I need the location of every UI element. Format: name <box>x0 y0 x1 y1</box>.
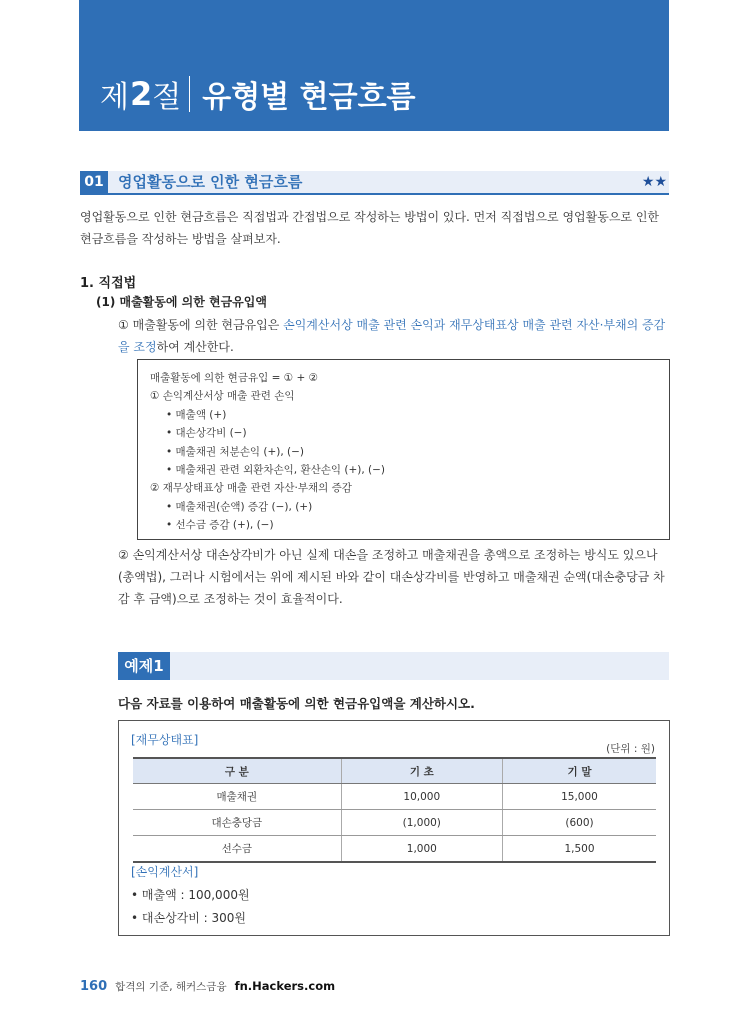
title-divider <box>189 76 190 112</box>
table-header-row <box>133 758 656 784</box>
table-cell: 매출채권 <box>133 784 341 810</box>
formula-line: • 매출액 (+) <box>166 409 227 421</box>
footer-slogan: 합격의 기준, 해커스금융 <box>115 981 227 993</box>
formula-line: 매출활동에 의한 현금유입 = ① + ② <box>150 372 319 384</box>
item-1-pre: ① 매출활동에 의한 현금유입은 <box>118 318 284 332</box>
table-row <box>133 836 656 863</box>
chapter-name: 유형별 현금흐름 <box>202 80 416 115</box>
table-cell: 1,000 <box>341 836 502 863</box>
table-cell: (1,000) <box>341 810 502 836</box>
income-statement-label: [손익계산서] <box>131 865 199 879</box>
page-footer <box>80 979 335 994</box>
income-item: • 매출액 : 100,000원 <box>131 888 250 902</box>
intro-paragraph: 영업활동으로 인한 현금흐름은 직접법과 간접법으로 작성하는 방법이 있다. 먼저 직접법으로 영업활동으로 인한 현금흐름을 작성하는 방법을 살펴보자. <box>80 210 660 246</box>
formula-line: • 매출채권(순액) 증감 (−), (+) <box>166 501 313 513</box>
formula-line: ① 손익계산서상 매출 관련 손익 <box>150 390 295 402</box>
formula-line: • 대손상각비 (−) <box>166 427 247 439</box>
section-number: 01 <box>80 171 108 193</box>
formula-line: • 선수금 증감 (+), (−) <box>166 519 274 531</box>
table-cell: 선수금 <box>133 836 341 863</box>
chapter-prefix: 제 <box>100 80 130 115</box>
table-row <box>133 784 656 810</box>
example-box <box>118 720 670 936</box>
chapter-title <box>100 72 416 116</box>
balance-sheet-table <box>133 757 656 863</box>
table-cell: 15,000 <box>502 784 656 810</box>
formula-line: ② 재무상태표상 매출 관련 자산·부채의 증감 <box>150 482 352 494</box>
formula-box <box>137 359 670 540</box>
example-bar <box>118 652 669 680</box>
table-header: 기 말 <box>502 758 656 784</box>
table-header: 기 초 <box>341 758 502 784</box>
heading-sales-inflow: (1) 매출활동에 의한 현금유입액 <box>96 295 267 309</box>
formula-line: • 매출채권 처분손익 (+), (−) <box>166 446 305 458</box>
table-cell: (600) <box>502 810 656 836</box>
income-item: • 대손상각비 : 300원 <box>131 911 247 925</box>
importance-stars: ★★ <box>641 174 667 190</box>
item-1-paragraph <box>118 314 670 358</box>
table-cell: 1,500 <box>502 836 656 863</box>
table-row <box>133 810 656 836</box>
table-cell: 대손충당금 <box>133 810 341 836</box>
page-number: 160 <box>80 979 108 994</box>
formula-line: • 매출채권 관련 외환차손익, 환산손익 (+), (−) <box>166 464 386 476</box>
example-question: 다음 자료를 이용하여 매출활동에 의한 현금유입액을 계산하시오. <box>118 696 475 711</box>
chapter-number: 2 <box>129 75 153 113</box>
item-1-post: 하여 계산한다. <box>156 340 234 354</box>
item-1-highlight: 손익계산서상 매출 관련 손익과 재무상태표상 매출 관련 자산·부채의 증감을 조정 <box>118 318 666 354</box>
heading-direct-method: 1. 직접법 <box>80 276 137 291</box>
balance-sheet-label: [재무상태표] <box>131 733 199 747</box>
item-2-paragraph: ② 손익계산서상 대손상각비가 아닌 실제 대손을 조정하고 매출채권을 총액으로 조정하는 방식도 있으나(총액법), 그러나 시험에서는 위에 제시된 바와 같이 대손상각비를 반영하고 매출채권 순액(대손충당금 차감 후 금액)으로 조정하는 것이 효율적이다. <box>118 548 665 606</box>
unit-label: (단위 : 원) <box>606 743 655 755</box>
section-rule <box>80 193 669 195</box>
example-tag: 예제1 <box>118 652 170 680</box>
chapter-suffix: 절 <box>152 80 182 115</box>
footer-url: fn.Hackers.com <box>234 979 336 993</box>
table-cell: 10,000 <box>341 784 502 810</box>
table-header: 구 분 <box>133 758 341 784</box>
section-title: 영업활동으로 인한 현금흐름 <box>118 173 303 191</box>
